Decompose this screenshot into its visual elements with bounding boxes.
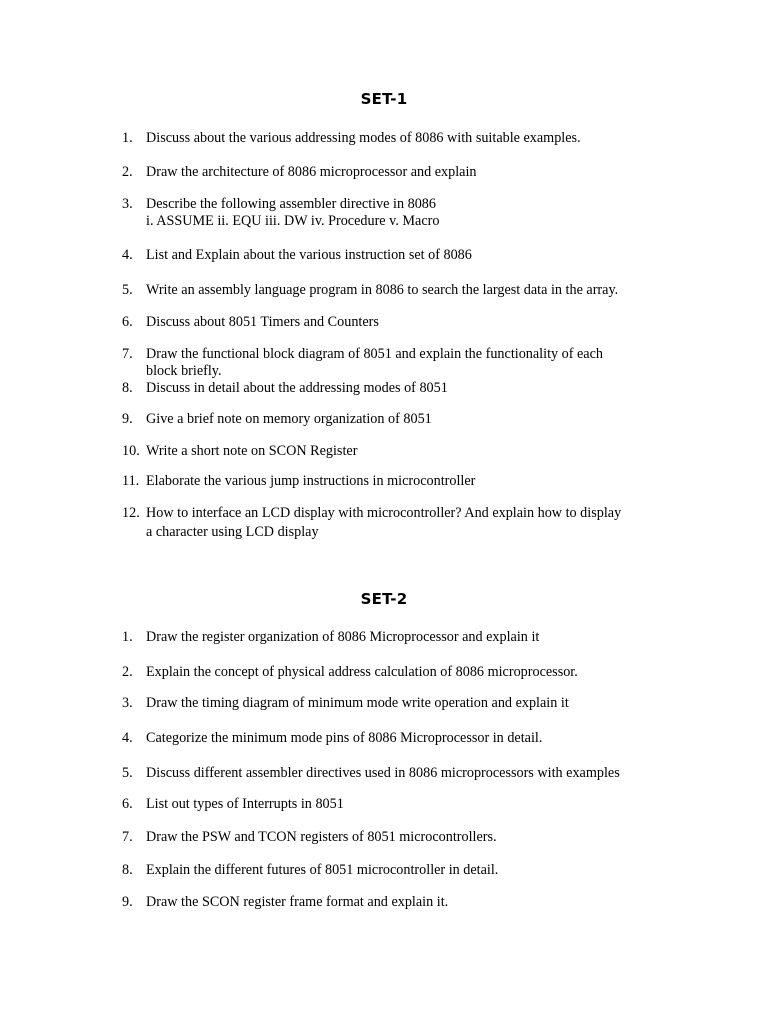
question-text: Discuss in detail about the addressing modes of 8051 xyxy=(146,380,448,396)
question-text: Categorize the minimum mode pins of 8086 Microprocessor in detail. xyxy=(146,730,543,746)
set-2-question-1 xyxy=(122,629,682,646)
set-1-heading: SET-1 xyxy=(360,90,408,108)
question-number: 3. xyxy=(122,196,133,212)
question-text: Give a brief note on memory organization of 8051 xyxy=(146,411,432,427)
set-1-question-10 xyxy=(122,443,682,460)
set-1-question-3 xyxy=(122,196,682,230)
set-1-question-7 xyxy=(122,346,682,380)
question-number: 5. xyxy=(122,765,133,781)
question-number: 6. xyxy=(122,314,133,330)
question-text: Write an assembly language program in 8086 to search the largest data in the array. xyxy=(146,282,619,298)
question-text: Elaborate the various jump instructions in microcontroller xyxy=(146,473,476,489)
set-1-question-9 xyxy=(122,411,682,428)
question-text: Explain the concept of physical address calculation of 8086 microprocessor. xyxy=(146,664,578,680)
question-text: Discuss different assembler directives used in 8086 microprocessors with examples xyxy=(146,765,620,781)
question-text: Write a short note on SCON Register xyxy=(146,443,358,459)
question-number: 7. xyxy=(122,346,133,362)
question-number: 8. xyxy=(122,380,133,396)
set-1-question-4 xyxy=(122,247,682,264)
question-number: 2. xyxy=(122,164,133,180)
question-text: Draw the PSW and TCON registers of 8051 microcontrollers. xyxy=(146,829,497,845)
set-1-question-6 xyxy=(122,314,682,331)
question-number: 7. xyxy=(122,829,133,845)
set-1-question-12 xyxy=(122,505,682,541)
question-number: 1. xyxy=(122,629,133,645)
set-2-question-2 xyxy=(122,664,682,681)
question-text: Draw the architecture of 8086 microprocessor and explain xyxy=(146,164,477,180)
question-number: 9. xyxy=(122,894,133,910)
question-number: 4. xyxy=(122,730,133,746)
question-text: Discuss about 8051 Timers and Counters xyxy=(146,314,379,330)
question-text: List out types of Interrupts in 8051 xyxy=(146,796,344,812)
question-number: 4. xyxy=(122,247,133,263)
question-number: 10. xyxy=(122,443,140,459)
question-number: 12. xyxy=(122,505,140,521)
set-2-question-6 xyxy=(122,796,682,813)
set-2-question-3 xyxy=(122,695,682,712)
question-text-line-2: i. ASSUME ii. EQU iii. DW iv. Procedure v. Macro xyxy=(146,213,440,229)
question-number: 5. xyxy=(122,282,133,298)
question-text: List and Explain about the various instruction set of 8086 xyxy=(146,247,472,263)
question-number: 3. xyxy=(122,695,133,711)
question-text: Draw the SCON register frame format and explain it. xyxy=(146,894,449,910)
set-2-question-7 xyxy=(122,829,682,846)
question-text: Explain the different futures of 8051 microcontroller in detail. xyxy=(146,862,499,878)
question-number: 2. xyxy=(122,664,133,680)
question-text-line-2: a character using LCD display xyxy=(146,524,319,540)
set-2-question-8 xyxy=(122,862,682,879)
set-2-question-9 xyxy=(122,894,682,911)
question-number: 9. xyxy=(122,411,133,427)
question-text-line-2: block briefly. xyxy=(146,363,222,379)
set-2-heading: SET-2 xyxy=(360,590,408,608)
question-text-line-1: Draw the functional block diagram of 8051 and explain the functionality of each xyxy=(146,346,603,362)
question-number: 11. xyxy=(122,473,140,489)
question-text: Discuss about the various addressing modes of 8086 with suitable examples. xyxy=(146,130,581,146)
set-1-question-11 xyxy=(122,473,682,490)
question-text-line-1: How to interface an LCD display with microcontroller? And explain how to display xyxy=(146,505,622,521)
question-text-line-1: Describe the following assembler directive in 8086 xyxy=(146,196,436,212)
question-number: 6. xyxy=(122,796,133,812)
set-2-question-5 xyxy=(122,765,682,782)
set-2-question-4 xyxy=(122,730,682,747)
question-number: 8. xyxy=(122,862,133,878)
set-1-question-8 xyxy=(122,380,682,397)
question-number: 1. xyxy=(122,130,133,146)
question-text: Draw the timing diagram of minimum mode write operation and explain it xyxy=(146,695,569,711)
set-1-question-1 xyxy=(122,130,682,147)
set-1-question-2 xyxy=(122,164,682,181)
question-text: Draw the register organization of 8086 Microprocessor and explain it xyxy=(146,629,540,645)
set-1-question-5 xyxy=(122,282,682,299)
